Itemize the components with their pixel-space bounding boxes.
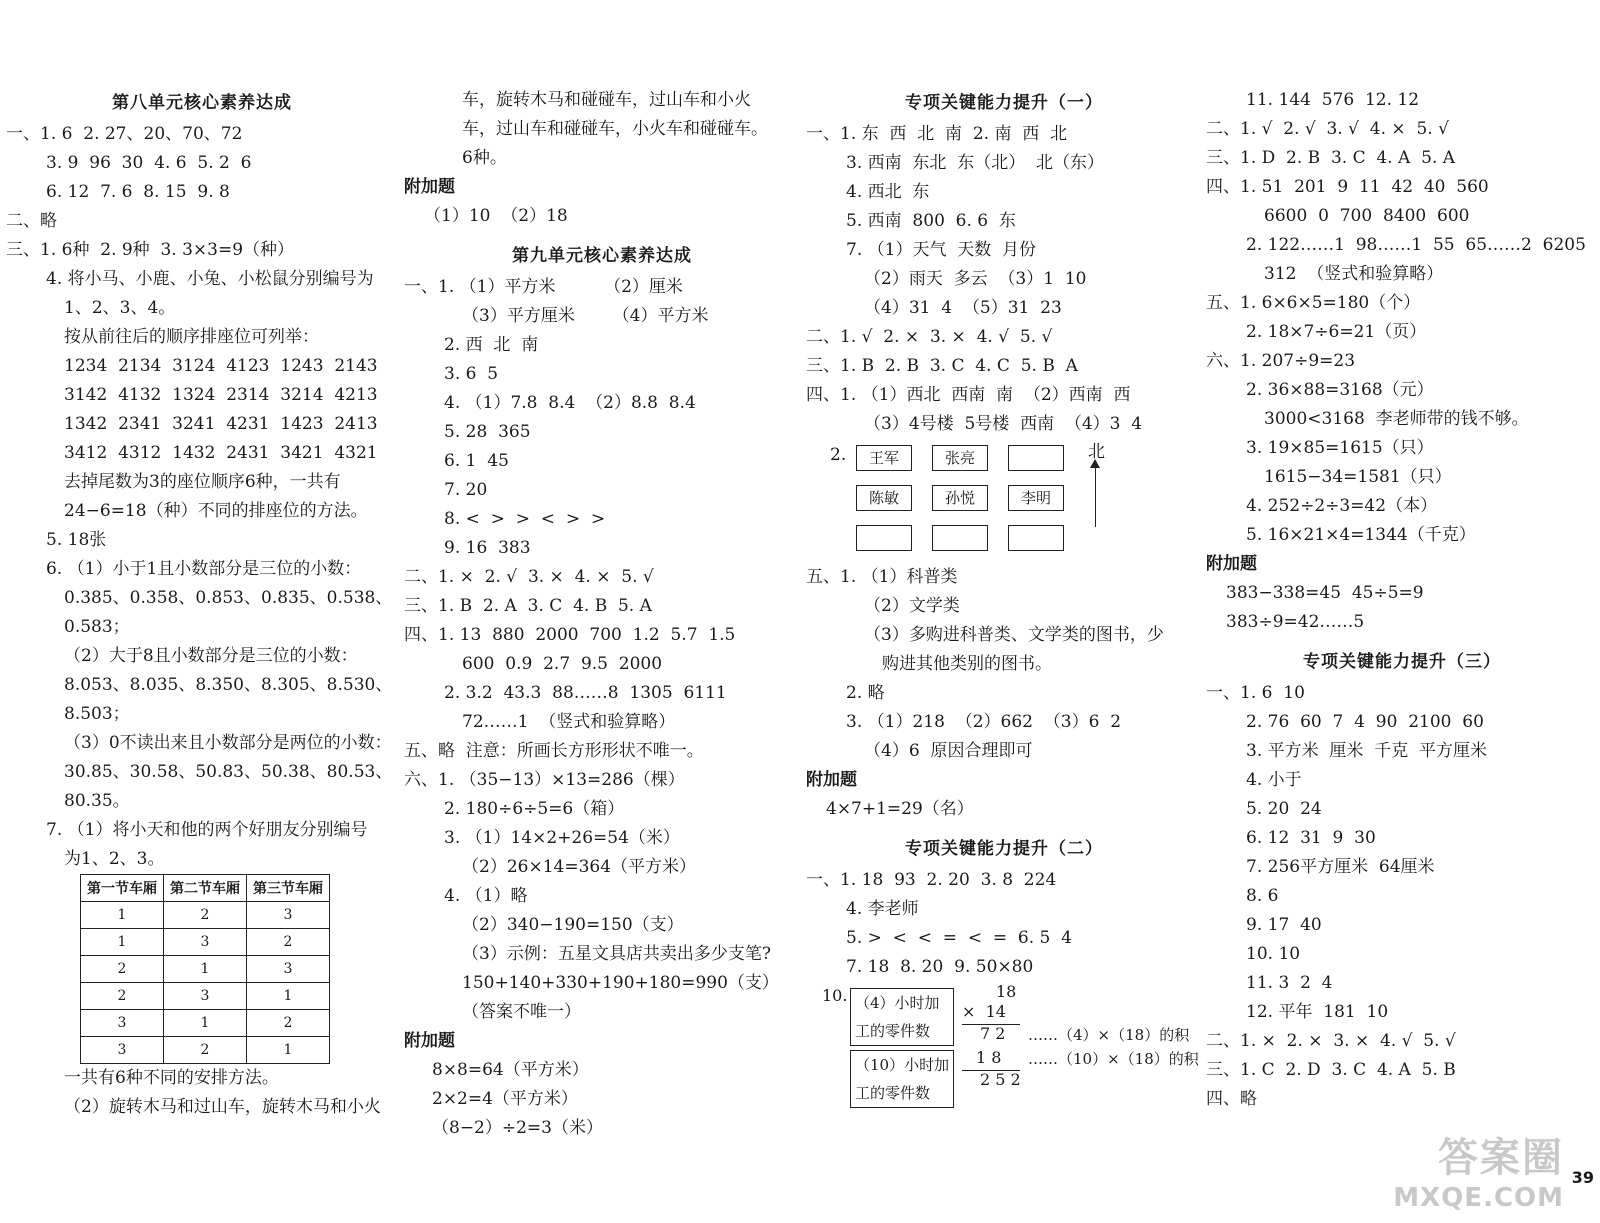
section-title-skills-2: 专项关键能力提升（二） <box>905 839 1103 859</box>
answer-line: 一、1. 6 10 <box>1206 683 1305 703</box>
answer-line: 10. 10 <box>1246 944 1301 964</box>
section-title-skills-1: 专项关键能力提升（一） <box>905 93 1103 113</box>
answer-line: 4. 小于 <box>1246 770 1302 790</box>
product: 2 5 2 <box>980 1070 1021 1089</box>
answer-line: 11. 144 576 12. 12 <box>1246 90 1420 110</box>
answer-line: 二、略 <box>6 211 57 231</box>
multiplier: × 14 <box>962 1002 1006 1021</box>
bonus-label: 附加题 <box>1206 554 1257 574</box>
diagram-box-2 <box>850 1050 954 1108</box>
answer-line: 3. 平方米 厘米 千克 平方厘米 <box>1246 741 1488 761</box>
table-cell: 1 <box>247 1037 330 1064</box>
answer-line: 3000<3168 李老师带的钱不够。 <box>1264 409 1529 429</box>
answer-line: 一、1. 东 西 北 南 2. 南 西 北 <box>806 124 1068 144</box>
answer-line: 二、1. √ 2. √ 3. √ 4. × 5. √ <box>1206 119 1449 139</box>
answer-line: 150+140+330+190+180=990（支） <box>462 973 779 993</box>
answer-line: 一、1. 18 93 2. 20 3. 8 224 <box>806 870 1057 890</box>
answer-line: 7. （1）天气 天数 月份 <box>846 240 1037 260</box>
answer-line: 4×7+1=29（名） <box>826 799 974 819</box>
grid-cell <box>856 525 912 551</box>
column-2 <box>404 86 800 1143</box>
answer-line: 2. 76 60 7 4 90 2100 60 <box>1246 712 1484 732</box>
answer-line: 0.583； <box>64 617 130 637</box>
grid-cell: 李明 <box>1008 485 1064 511</box>
table-header-row <box>81 875 330 902</box>
answer-line: 4. 西北 东 <box>846 182 930 202</box>
answer-line: 3. 9 96 30 4. 6 5. 2 6 <box>46 153 252 173</box>
grid-cell <box>1008 445 1064 471</box>
answer-line: 四、略 <box>1206 1089 1257 1109</box>
answer-line: 2. 西 北 南 <box>444 335 539 355</box>
table-cell: 3 <box>247 956 330 983</box>
grid-cell: 王军 <box>856 445 912 471</box>
answer-line: 600 0.9 2.7 9.5 2000 <box>462 654 663 674</box>
answer-line: 4. 李老师 <box>846 899 919 919</box>
answer-line: 4. （1）7.8 8.4 （2）8.8 8.4 <box>444 393 696 413</box>
answer-line: 6. 12 31 9 30 <box>1246 828 1376 848</box>
answer-line: 3. （1）218 （2）662 （3）6 2 <box>846 712 1122 732</box>
table-row <box>81 929 330 956</box>
partial-product-2: 1 8 <box>976 1048 1002 1067</box>
answer-line: （2）旋转木马和过山车，旋转木马和小火 <box>64 1097 381 1117</box>
answer-line: 7. 20 <box>444 480 488 500</box>
watermark-url: MXQE.COM <box>1393 1183 1564 1213</box>
answer-line: 9. 17 40 <box>1246 915 1322 935</box>
answer-line: 3. 6 5 <box>444 364 499 384</box>
section-title-unit-8: 第八单元核心素养达成 <box>112 93 292 113</box>
carriage-table <box>80 874 330 1064</box>
answer-line: 6. 12 7. 6 8. 15 9. 8 <box>46 182 230 202</box>
answer-line: （2）雨天 多云 （3）1 10 <box>864 269 1087 289</box>
table-row <box>81 983 330 1010</box>
answer-line: 9. 16 383 <box>444 538 531 558</box>
answer-line: （1）10 （2）18 <box>424 206 568 226</box>
diagram-box-text: （10）小时加 <box>855 1056 950 1074</box>
answer-line: 2. 122……1 98……1 55 65……2 6205 <box>1246 235 1586 255</box>
watermark <box>1393 1126 1564 1213</box>
north-arrow-icon <box>1095 461 1096 527</box>
table-cell: 3 <box>164 983 247 1010</box>
answer-line: 五、1. （1）科普类 <box>806 567 958 587</box>
answer-line: （2）26×14=364（平方米） <box>462 857 697 877</box>
table-cell: 2 <box>81 983 164 1010</box>
answer-line: 六、1. 207÷9=23 <box>1206 351 1356 371</box>
answer-line: 11. 3 2 4 <box>1246 973 1333 993</box>
answer-line: 8.053、8.035、8.350、8.305、8.530、 <box>64 675 393 695</box>
table-row <box>81 956 330 983</box>
table-cell: 1 <box>81 902 164 929</box>
answer-line: （8−2）÷2=3（米） <box>432 1118 603 1138</box>
answer-line: 8. 6 <box>1246 886 1279 906</box>
note-line: ……（10）×（18）的积 <box>1028 1050 1199 1068</box>
answer-line: 5. > < < = < = 6. 5 4 <box>846 928 1072 948</box>
answer-line: 一共有6种不同的安排方法。 <box>64 1068 279 1088</box>
answer-line: （3）示例：五星文具店共卖出多少支笔? <box>462 944 771 964</box>
page-number: 39 <box>1571 1168 1594 1187</box>
partial-product-1: 7 2 <box>980 1024 1006 1043</box>
section-title-unit-9: 第九单元核心素养达成 <box>512 246 692 266</box>
answer-line: 4. 252÷2÷3=42（本） <box>1246 496 1438 516</box>
answer-line: 72……1 （竖式和验算略） <box>462 712 676 732</box>
answer-line: （4）6 原因合理即可 <box>864 741 1033 761</box>
answer-line: 二、1. √ 2. × 3. × 4. √ 5. √ <box>806 327 1053 347</box>
answer-line: 三、1. D 2. B 3. C 4. A 5. A <box>1206 148 1456 168</box>
grid-cell <box>1008 525 1064 551</box>
table-cell: 1 <box>164 956 247 983</box>
answer-line: 12. 平年 181 10 <box>1246 1002 1389 1022</box>
answer-line: （2）文学类 <box>864 596 960 616</box>
table-cell: 2 <box>247 1010 330 1037</box>
answer-line: 7. （1）将小天和他的两个好朋友分别编号 <box>46 820 368 840</box>
answer-line: 2. 略 <box>846 683 885 703</box>
answer-line: 三、1. C 2. D 3. C 4. A 5. B <box>1206 1060 1456 1080</box>
answer-line: 三、1. 6种 2. 9种 3. 3×3=9（种） <box>6 240 295 260</box>
answer-line: 5. 西南 800 6. 6 东 <box>846 211 1016 231</box>
seating-grid <box>830 442 1202 563</box>
answer-line: 3. 19×85=1615（只） <box>1246 438 1434 458</box>
answer-line: 0.385、0.358、0.853、0.835、0.538、 <box>64 588 393 608</box>
answer-line: 一、1. 6 2. 27、20、70、72 <box>6 124 243 144</box>
table-header: 第一节车厢 <box>81 875 164 902</box>
table-header: 第二节车厢 <box>164 875 247 902</box>
question-number: 10. <box>822 986 848 1005</box>
answer-line: （2）大于8且小数部分是三位的小数： <box>64 646 358 666</box>
answer-line: 三、1. B 2. B 3. C 4. C 5. B A <box>806 356 1078 376</box>
table-cell: 1 <box>164 1010 247 1037</box>
answer-line: 2. 18×7÷6=21（页） <box>1246 322 1427 342</box>
answer-line: 312 （竖式和验算略） <box>1264 264 1444 284</box>
table-row <box>81 1010 330 1037</box>
grid-cell: 张亮 <box>932 445 988 471</box>
answer-line: 383÷9=42……5 <box>1226 612 1365 632</box>
answer-line: 8. < > > < > > <box>444 509 606 529</box>
table-cell: 3 <box>81 1037 164 1064</box>
answer-line: 4. 将小马、小鹿、小兔、小松鼠分别编号为 <box>46 269 374 289</box>
answer-line: 5. 16×21×4=1344（千克） <box>1246 525 1476 545</box>
multiplication-diagram <box>806 982 1202 1106</box>
answer-line: 24−6=18（种）不同的排座位的方法。 <box>64 501 368 521</box>
north-label: 北 <box>1088 442 1105 462</box>
table-cell: 1 <box>247 983 330 1010</box>
bonus-label: 附加题 <box>806 770 857 790</box>
bonus-label: 附加题 <box>404 177 455 197</box>
answer-line: （答案不唯一） <box>462 1002 581 1022</box>
answer-line: 四、1. 51 201 9 11 42 40 560 <box>1206 177 1489 197</box>
table-header: 第三节车厢 <box>247 875 330 902</box>
table-cell: 3 <box>81 1010 164 1037</box>
column-1 <box>6 86 398 1122</box>
answer-line: 五、1. 6×6×5=180（个） <box>1206 293 1421 313</box>
diagram-box-text: 工的零件数 <box>855 1084 931 1102</box>
answer-line: 车，过山车和碰碰车，小火车和碰碰车。 <box>462 119 768 139</box>
answer-line: 5. 20 24 <box>1246 799 1322 819</box>
answer-line: 1615−34=1581（只） <box>1264 467 1452 487</box>
bonus-label: 附加题 <box>404 1031 455 1051</box>
answer-line: 二、1. × 2. × 3. × 4. √ 5. √ <box>1206 1031 1456 1051</box>
answer-line: 一、1. （1）平方米 （2）厘米 <box>404 277 683 297</box>
answer-line: 五、略 注意：所画长方形形状不唯一。 <box>404 741 704 761</box>
answer-line: 4. （1）略 <box>444 886 528 906</box>
grid-cell: 陈敏 <box>856 485 912 511</box>
answer-line: 80.35。 <box>64 791 130 811</box>
answer-line: 1234 2134 3124 4123 1243 2143 <box>64 356 378 376</box>
answer-line: （4）31 4 （5）31 23 <box>864 298 1062 318</box>
grid-cell <box>932 525 988 551</box>
table-cell: 2 <box>247 929 330 956</box>
answer-line: 四、1. （1）西北 西南 南 （2）西南 西 <box>806 385 1131 405</box>
section-title-skills-3: 专项关键能力提升（三） <box>1303 652 1501 672</box>
answer-line: 购进其他类别的图书。 <box>882 654 1052 674</box>
watermark-text: 答案圈 <box>1438 1135 1564 1181</box>
answer-line: 8.503； <box>64 704 130 724</box>
column-4 <box>1206 86 1598 1114</box>
answer-line: 6600 0 700 8400 600 <box>1264 206 1470 226</box>
answer-line: 二、1. × 2. √ 3. × 4. × 5. √ <box>404 567 654 587</box>
answer-line: 六、1. （35−13）×13=286（棵） <box>404 770 685 790</box>
answer-line: 6. （1）小于1且小数部分是三位的小数： <box>46 559 362 579</box>
answer-line: 3. （1）14×2+26=54（米） <box>444 828 680 848</box>
answer-line: （3）0不读出来且小数部分是两位的小数： <box>64 733 392 753</box>
table-row <box>81 902 330 929</box>
diagram-box-1 <box>850 988 954 1046</box>
answer-line: 30.85、30.58、50.83、50.38、80.53、 <box>64 762 393 782</box>
table-cell: 2 <box>164 902 247 929</box>
table-cell: 2 <box>81 956 164 983</box>
answer-line: （2）340−190=150（支） <box>462 915 684 935</box>
table-cell: 3 <box>247 902 330 929</box>
answer-line: 四、1. 13 880 2000 700 1.2 5.7 1.5 <box>404 625 736 645</box>
answer-line: 2. 180÷6÷5=6（箱） <box>444 799 625 819</box>
answer-line: 1342 2341 3241 4231 1423 2413 <box>64 414 378 434</box>
answer-line: 7. 256平方厘米 64厘米 <box>1246 857 1435 877</box>
answer-line: 车，旋转木马和碰碰车，过山车和小火 <box>462 90 751 110</box>
answer-line: 6. 1 45 <box>444 451 509 471</box>
answer-line: 3412 4312 1432 2431 3421 4321 <box>64 443 378 463</box>
answer-line: 8×8=64（平方米） <box>432 1060 589 1080</box>
answer-line: 按从前往后的顺序排座位可列举： <box>64 327 319 347</box>
table-cell: 3 <box>164 929 247 956</box>
column-3 <box>806 86 1202 1106</box>
diagram-box-text: 工的零件数 <box>855 1022 931 1040</box>
diagram-box-text: （4）小时加 <box>855 994 940 1012</box>
answer-line: 去掉尾数为3的座位顺序6种，一共有 <box>64 472 341 492</box>
answer-line: 2. 3.2 43.3 88……8 1305 6111 <box>444 683 727 703</box>
answer-line: 为1、2、3。 <box>64 849 165 869</box>
answer-line: （3）多购进科普类、文学类的图书，少 <box>864 625 1164 645</box>
answer-line: 6种。 <box>462 148 507 168</box>
note-line: ……（4）×（18）的积 <box>1028 1026 1190 1044</box>
table-cell: 2 <box>164 1037 247 1064</box>
table-cell: 1 <box>81 929 164 956</box>
question-number: 2. <box>830 445 847 465</box>
answer-line: 1、2、3、4。 <box>64 298 176 318</box>
answer-line: （3）平方厘米 （4）平方米 <box>462 306 709 326</box>
answer-line: 2×2=4（平方米） <box>432 1089 578 1109</box>
answer-line: 2. 36×88=3168（元） <box>1246 380 1434 400</box>
multiplicand: 18 <box>996 982 1017 1001</box>
answer-line: 3. 西南 东北 东（北） 北（东） <box>846 153 1105 173</box>
grid-cell: 孙悦 <box>932 485 988 511</box>
answer-line: （3）4号楼 5号楼 西南 （4）3 4 <box>864 414 1143 434</box>
answer-line: 5. 28 365 <box>444 422 531 442</box>
answer-line: 383−338=45 45÷5=9 <box>1226 583 1424 603</box>
table-row <box>81 1037 330 1064</box>
answer-line: 3142 4132 1324 2314 3214 4213 <box>64 385 378 405</box>
answer-line: 7. 18 8. 20 9. 50×80 <box>846 957 1034 977</box>
answer-line: 5. 18张 <box>46 530 107 550</box>
answer-line: 三、1. B 2. A 3. C 4. B 5. A <box>404 596 652 616</box>
